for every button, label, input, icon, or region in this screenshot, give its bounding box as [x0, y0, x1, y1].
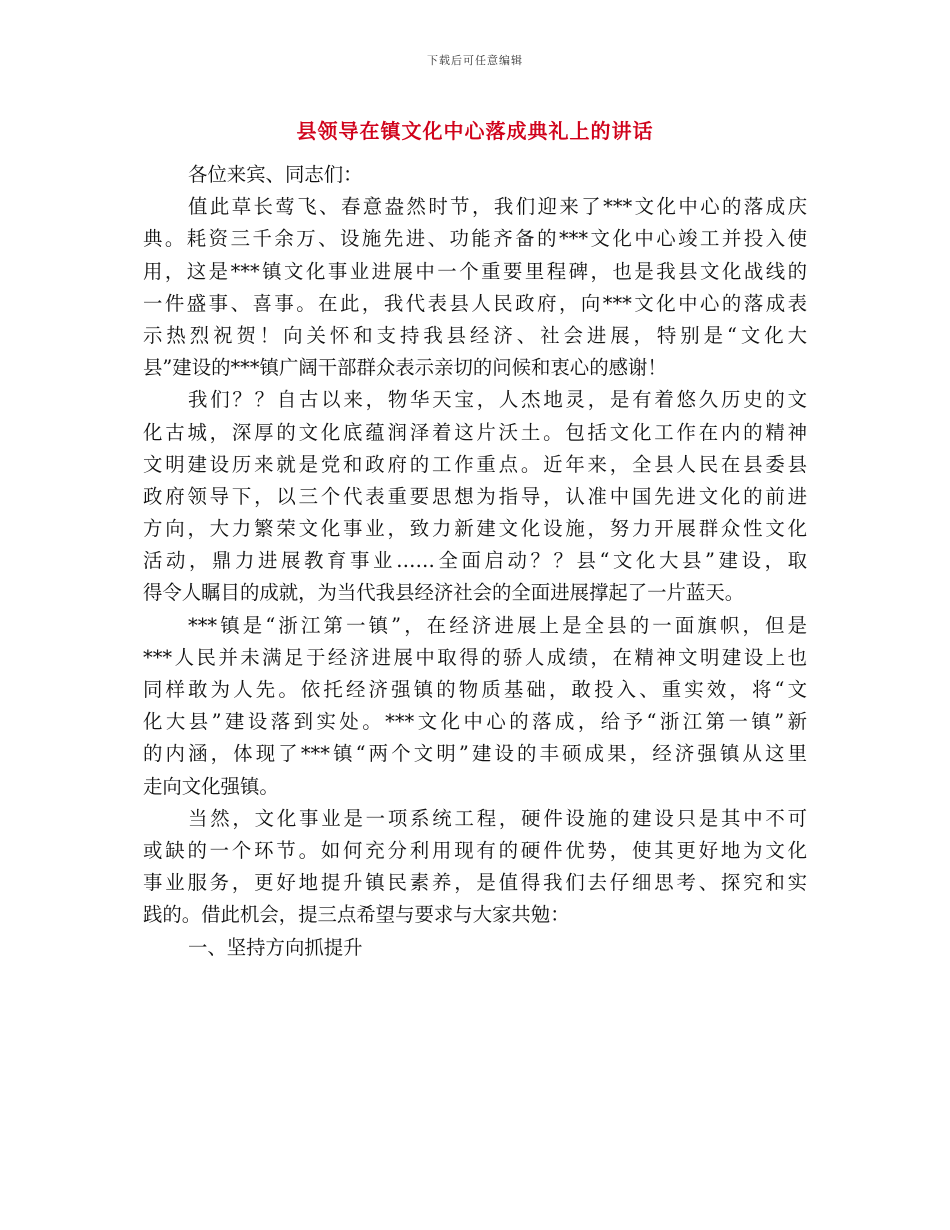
header-note: 下载后可任意编辑	[427, 54, 523, 67]
paragraph-line: 我们？？自古以来，物华天宝，人杰地灵，是有着悠久历史的文	[188, 388, 807, 412]
paragraph-line: 值此草长莺飞、春意盎然时节，我们迎来了***文化中心的落成庆	[188, 195, 807, 219]
paragraph-line: 或缺的一个环节。如何充分利用现有的硬件优势，使其更好地为文化	[143, 838, 807, 862]
paragraph-line: 同样敢为人先。依托经济强镇的物质基础，敢投入、重实效，将“文	[143, 678, 807, 701]
paragraph-line: 县”建设的***镇广阔干部群众表示亲切的问候和衷心的感谢！	[143, 356, 667, 380]
paragraph-line: 当然，文化事业是一项系统工程，硬件设施的建设只是其中不可	[188, 806, 807, 830]
section-heading: 一、坚持方向抓提升	[188, 935, 363, 959]
document-body	[143, 160, 807, 965]
paragraph-line: 示热烈祝贺！向关怀和支持我县经济、社会进展，特别是“文化大	[143, 323, 807, 347]
paragraph-line: 典。耗资三千余万、设施先进、功能齐备的***文化中心竣工并投入使	[143, 227, 807, 251]
paragraph-line: 事业服务，更好地提升镇民素养，是值得我们去仔细思考、探究和实	[143, 871, 807, 895]
paragraph-line: 方向，大力繁荣文化事业，致力新建文化设施，努力开展群众性文化	[143, 517, 807, 541]
paragraph-line: 政府领导下，以三个代表重要思想为指导，认准中国先进文化的前进	[143, 484, 807, 508]
document-title: 县领导在镇文化中心落成典礼上的讲话	[296, 119, 654, 143]
paragraph-line: 一件盛事、喜事。在此，我代表县人民政府，向***文化中心的落成表	[143, 291, 807, 315]
paragraph-line: 活动，鼎力进展教育事业……全面启动？？县“文化大县”建设，取	[143, 549, 807, 573]
paragraph-line: ***人民并未满足于经济进展中取得的骄人成绩，在精神文明建设上也	[143, 645, 807, 669]
paragraph-line: 践的。借此机会，提三点希望与要求与大家共勉：	[143, 903, 570, 927]
paragraph-line: 化大县”建设落到实处。***文化中心的落成，给予“浙江第一镇”新	[143, 710, 807, 734]
paragraph-line: ***镇是“浙江第一镇”，在经济进展上是全县的一面旗帜，但是	[188, 613, 807, 637]
paragraph-line: 得令人瞩目的成就，为当代我县经济社会的全面进展撑起了一片蓝天。	[143, 581, 745, 605]
paragraph-line: 文明建设历来就是党和政府的工作重点。近年来，全县人民在县委县	[143, 452, 807, 476]
paragraph-line: 的内涵，体现了***镇“两个文明”建设的丰硕成果，经济强镇从这里	[143, 742, 807, 766]
paragraph-line: 化古城，深厚的文化底蕴润泽着这片沃土。包括文化工作在内的精神	[143, 420, 807, 444]
salutation-line: 各位来宾、同志们：	[188, 163, 363, 186]
paragraph-line: 走向文化强镇。	[143, 774, 279, 798]
paragraph-line: 用，这是***镇文化事业进展中一个重要里程碑，也是我县文化战线的	[143, 259, 807, 283]
